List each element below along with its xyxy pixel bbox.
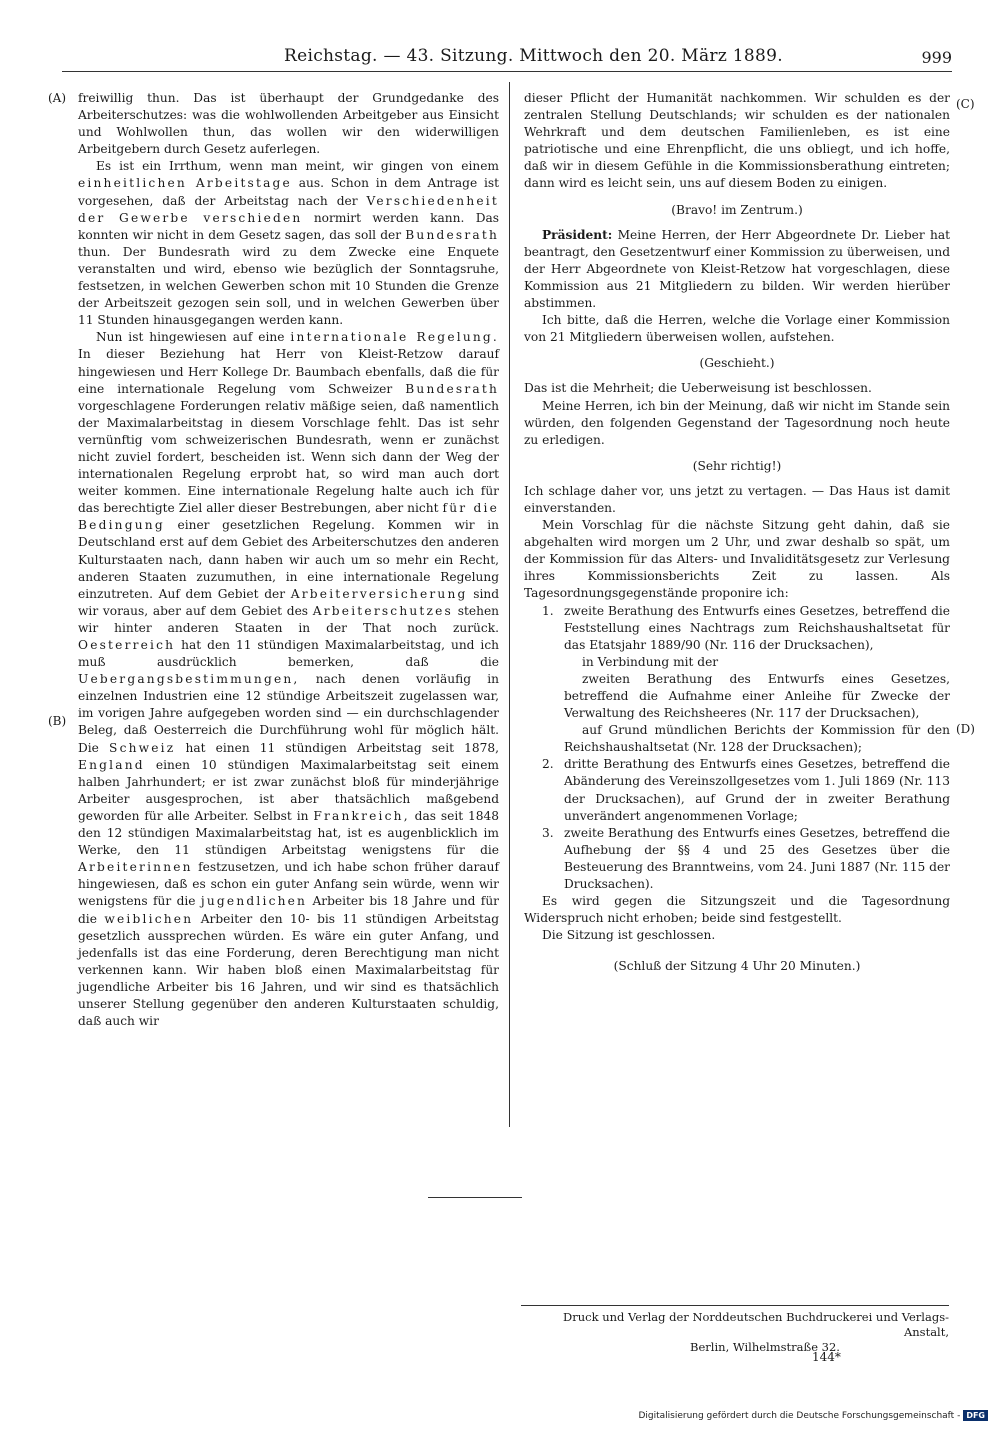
text-run: Arbeiter den 10- bis 11 stündigen Arbeitstag gesetzlich aussprechen würden. Es wäre ein guter Anfang, und jedenfalls ist das eine Forderung, deren Berechtigung man nicht verkennen kann. Wir haben bloß einen Maximalarbeitstag für jugendliche Arbeiter bis 16 Jahren, und wir sind es thatsächlich unserer Stellung gegenüber den anderen Kulturstaaten schuldig, daß auch wir — [78, 911, 500, 1029]
text-run: sind wir voraus, aber auf dem Gebiet des — [78, 586, 500, 618]
text-run: normirt werden kann. Das konnten wir nicht in dem Gesetz sagen, das soll der — [78, 210, 499, 242]
credit-text: Digitalisierung gefördert durch die Deutsche Forschungsgemeinschaft - — [638, 1410, 961, 1421]
agenda-sub-text: in Verbindung mit der — [582, 654, 719, 669]
left-column — [78, 90, 499, 1030]
agenda-item-number: 3. — [542, 825, 554, 840]
text-run: Es ist ein Irrthum, wenn man meint, wir gingen von einem — [96, 159, 499, 174]
paragraph: Es wird gegen die Sitzungszeit und die Tagesordnung Widerspruch nicht erhoben; beide sind festgestellt. — [524, 894, 950, 926]
agenda-list — [524, 756, 950, 893]
emphasis-text: Arbeiterversicherung — [290, 586, 468, 601]
paragraph — [78, 90, 499, 158]
text-run: vorgeschlagene Forderungen relativ mäßige seien, daß namentlich der Maximalarbeitstag in diesem Vorschlage fehlt. Das ist sehr vernünftig vom schweizerischen Bundesrath, wenn er zunächst nicht zuviel fordert, bescheiden ist. Wenn sich dann der Weg der internationalen Regelung erprobt hat, so wird man auch dort weiter kommen. Eine internationale Regelung halte auch ich für das berechtigte Ziel aller dieser Bestrebungen, aber nicht — [78, 398, 499, 516]
agenda-item-number: 2. — [542, 757, 554, 772]
margin-marker-a: (A) — [48, 91, 67, 105]
text-run: Arbeiter bis 18 Jahre und für die — [78, 894, 499, 926]
imprint-line: Druck und Verlag der Norddeutschen Buchdruckerei und Verlags-Anstalt, — [563, 1310, 949, 1339]
text-run: Meine Herren, der Herr Abgeordnete Dr. Lieber hat beantragt, den Gesetzentwurf einer Kommission zu überweisen, und der Herr Abgeordnete von Kleist-Retzow hat vorgeschlagen, diese Kommission aus 21 Mitgliedern zu bilden. Wir werden hierüber abstimmen. — [524, 227, 951, 311]
text-run: einer gesetzlichen Regelung. Kommen wir in Deutschland erst auf dem Gebiet des Arbeiterschutzes den anderen Kulturstaaten nach, dann haben wir auch um so mehr ein Recht, anderen Staaten zuzumuthen, in eine internationale Regelung einzutreten. Auf dem Gebiet der — [78, 518, 500, 601]
running-title: Reichstag. — 43. Sitzung. Mittwoch den 20. März 1889. — [284, 46, 783, 66]
paragraph: dieser Pflicht der Humanität nachkommen. Wir schulden es der zentralen Stellung Deutschlands; wir schulden es der nationalen Wehrkraft und dem deutschen Familienleben, es ist eine patriotische und eine Ehrenpflicht, die uns obliegt, und ich hoffe, daß wir in diesem Gefühle in die Kommissionsberathung eintreten; dann wird es leicht sein, uns auf diesem Boden zu einigen. — [524, 91, 950, 191]
text-run: In dieser Beziehung hat Herr von Kleist-Retzow darauf hingewiesen und Herr Kollege Dr. Baumbach ebenfalls, daß die für eine internationale Regelung vom Schweizer — [78, 347, 499, 396]
text-run: freiwillig thun. Das ist überhaupt der Grundgedanke des Arbeiterschutzes: was die wohlwollenden Arbeitgeber aus Einsicht und Wohlwollen thun, das wollen wir den widerwilligen Arbeitgebern durch Gesetz auferlegen. — [78, 91, 499, 157]
sheet-signature: 144* — [812, 1350, 841, 1364]
emphasis-text: Uebergangsbestimmungen, — [78, 672, 300, 687]
emphasis-text: einheitlichen Arbeitstage — [78, 176, 292, 191]
agenda-item — [524, 825, 950, 893]
printer-imprint — [521, 1310, 949, 1355]
emphasis-text: internationale Regelung. — [290, 330, 499, 345]
margin-marker-b: (B) — [48, 714, 67, 728]
agenda-item-text: dritte Berathung des Entwurfs eines Gesetzes, betreffend die Abänderung des Vereinszollgesetzes vom 1. Juli 1869 (Nr. 113 der Drucksachen), auf Grund der in zweiter Berathung unverändert angenommenen Vorlage; — [564, 757, 950, 823]
agenda-sub-text: zweiten Berathung des Entwurfs eines Gesetzes, betreffend die Aufnahme einer Anleihe für Zwecke der Verwaltung des Reichsheeres (Nr. 117 der Drucksachen), — [564, 671, 950, 721]
digitization-credit — [638, 1410, 988, 1421]
interjection: (Geschieht.) — [699, 356, 775, 371]
agenda-item-number: 1. — [542, 603, 554, 618]
column-divider — [509, 82, 510, 1127]
header-rule — [62, 71, 952, 72]
agenda-item — [524, 756, 950, 824]
closing-note: (Schluß der Sitzung 4 Uhr 20 Minuten.) — [613, 959, 861, 974]
footer-rule — [521, 1305, 949, 1306]
speaker-label: Präsident: — [542, 227, 613, 242]
text-run: stehen wir hinter anderen Staaten in der That noch zurück. — [78, 603, 500, 635]
dfg-logo-icon: DFG — [963, 1410, 988, 1421]
agenda-item — [524, 603, 950, 654]
paragraph — [78, 329, 499, 1030]
paragraph: Ich schlage daher vor, uns jetzt zu vertagen. — Das Haus ist damit einverstanden. — [524, 483, 950, 515]
emphasis-text: Bundesrath — [405, 381, 499, 396]
emphasis-text: Arbeiterschutzes — [312, 603, 454, 618]
interjection: (Bravo! im Zentrum.) — [671, 202, 803, 217]
paragraph: Mein Vorschlag für die nächste Sitzung geht dahin, daß sie abgehalten wird morgen um 2 Uhr, und zwar deshalb so spät, um der Kommission für das Alters- und Invaliditätsgesetz zur Verlesung ihres Kommissionsberichts Zeit zu lassen. Als Tagesordnungsgegenstände proponire ich: — [524, 518, 950, 601]
text-run: thun. Der Bundesrath wird zu dem Zwecke eine Enquete veranstalten und wird, ebenso wie bezüglich der Sonntagsruhe, festsetzen, in welchen Gewerben schon mit 10 Stunden die Grenze der Arbeitszeit gezogen sein soll, und in welchen Gewerben über 11 Stunden hinausgegangen werden kann. — [78, 244, 499, 328]
agenda-list — [524, 603, 950, 654]
paragraph: Die Sitzung ist geschlossen. — [542, 928, 716, 943]
text-run: aus. Schon in dem Antrage ist vorgesehen, daß der Arbeitstag nach der — [78, 176, 500, 208]
paragraph — [78, 158, 499, 329]
emphasis-text: Arbeiterinnen — [78, 860, 193, 875]
emphasis-text: weiblichen — [104, 911, 194, 926]
right-column — [524, 90, 950, 984]
emphasis-text: Oesterreich — [78, 638, 176, 652]
agenda-sub-text: auf Grund mündlichen Berichts der Kommission für den Reichshaushaltsetat (Nr. 128 der Drucksachen); — [564, 723, 950, 755]
paragraph: Das ist die Mehrheit; die Ueberweisung ist beschlossen. — [524, 381, 872, 396]
agenda-item-text: zweite Berathung des Entwurfs eines Gesetzes, betreffend die Feststellung eines Nachtrags zum Reichshaushaltsetat für das Etatsjahr 1889/90 (Nr. 116 der Drucksachen), — [564, 603, 950, 652]
text-run: einen 10 stündigen Maximalarbeitstag seit einem halben Jahrhundert; er ist zwar zunächst bloß für minderjährige Arbeiter ausgesprochen, ist aber thatsächlich maßgebend geworden für alle Arbeiter. Selbst in — [78, 757, 499, 823]
text-run: das seit 1848 den 12 stündigen Maximalarbeitstag hat, ist es augenblicklich im Werke, den 11 stündigen Arbeitstag wenigstens für die — [78, 808, 500, 858]
margin-marker-d: (D) — [956, 722, 975, 736]
text-run: festzusetzen, und ich habe schon früher darauf hingewiesen, daß es schon ein guter Anfang sein würde, wenn wir wenigstens für die — [78, 860, 499, 909]
emphasis-text: Schweiz — [109, 740, 176, 755]
paragraph: Ich bitte, daß die Herren, welche die Vorlage einer Kommission von 21 Mitgliedern überweisen wollen, aufstehen. — [524, 313, 950, 345]
text-run: hat einen 11 stündigen Arbeitstag seit 1878, — [185, 740, 500, 755]
page-header — [62, 44, 952, 72]
text-run: Nun ist hingewiesen auf eine — [96, 330, 285, 345]
agenda-item-text: zweite Berathung des Entwurfs eines Gesetzes, betreffend die Aufhebung der §§ 4 und 25 des Gesetzes über die Besteuerung des Branntweins, vom 24. Juni 1887 (Nr. 115 der Drucksachen). — [564, 825, 950, 892]
paragraph — [524, 227, 950, 312]
emphasis-text: Bundesrath — [405, 227, 499, 242]
emphasis-text: für die Bedingung — [78, 501, 500, 533]
emphasis-text: Verschiedenheit der Gewerbe verschieden — [78, 193, 499, 225]
text-run: hat den 11 stündigen Maximalarbeitstag, und ich muß ausdrücklich bemerken, daß die — [78, 638, 499, 670]
paragraph: Meine Herren, ich bin der Meinung, daß wir nicht im Stande sein würden, den folgenden Gegenstand der Tagesordnung noch heute zu erledigen. — [524, 398, 950, 447]
imprint-line: Berlin, Wilhelmstraße 32. — [690, 1340, 840, 1354]
end-rule — [428, 1197, 522, 1198]
emphasis-text: Frankreich, — [313, 808, 410, 823]
page-number: 999 — [921, 48, 952, 67]
emphasis-text: England — [78, 757, 145, 772]
margin-marker-c: (C) — [956, 97, 975, 111]
text-run: nach denen vorläufig in einzelnen Industrien eine 12 stündige Arbeitszeit zugelassen war, im vorigen Jahre aufgegeben worden sind — ein durchschlagender Beleg, daß Oesterreich die Durchführung wohl für möglich hält. Die — [78, 672, 500, 755]
interjection: (Sehr richtig!) — [692, 458, 782, 473]
emphasis-text: jugendlichen — [200, 894, 308, 909]
